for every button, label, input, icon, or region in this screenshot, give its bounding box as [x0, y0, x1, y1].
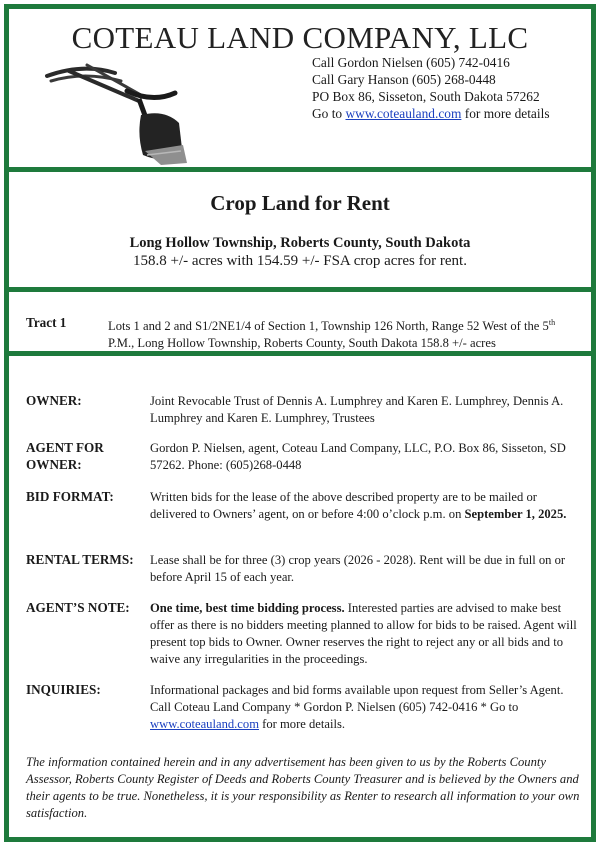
- web-suffix: for more details: [464, 106, 550, 121]
- disclaimer: The information contained herein and in any advertisement has been given to us by the Roberts County Assessor, Roberts County Register of Deeds and Roberts County Treasurer and is believed by the Owners and their agents to be true. Nonetheless, it is your responsibility as Renter to research all information to your own satisfaction.: [26, 755, 580, 820]
- website-link[interactable]: www.coteauland.com: [345, 106, 462, 121]
- rental-terms-label: RENTAL TERMS:: [26, 552, 134, 567]
- page-border: [4, 4, 596, 842]
- contact-block: [312, 54, 550, 122]
- contact-line: Call Gary Hanson (605) 268-0448: [312, 72, 496, 87]
- contact-line: Call Gordon Nielsen (605) 742-0416: [312, 55, 510, 70]
- bid-text-part: Written bids for the lease of the above described property are to be mailed or delivered to Owners’ agent, on or before 4:00 o’clock p.m. on: [150, 490, 537, 521]
- agents-note-text: [150, 600, 582, 668]
- plow-logo: [43, 59, 188, 167]
- note-bold: One time, best time bidding process.: [150, 601, 345, 615]
- inquiries-label: INQUIRIES:: [26, 682, 101, 697]
- company-name: COTEAU LAND COMPANY, LLC: [71, 20, 529, 55]
- divider: [9, 167, 591, 172]
- tract-text-part: P.M., Long Hollow Township, Roberts County, South Dakota 158.8 +/- acres: [108, 336, 496, 351]
- tract-label: Tract 1: [26, 315, 67, 330]
- agent-label-line: OWNER:: [26, 456, 82, 472]
- tract-text-part: Lots 1 and 2 and S1/2NE1/4 of Section 1, Township 126 North, Range 52 West of the 5: [108, 319, 549, 334]
- divider: [9, 287, 591, 292]
- bid-format-label: BID FORMAT:: [26, 489, 114, 504]
- owner-label: OWNER:: [26, 393, 82, 408]
- contact-line: PO Box 86, Sisseton, South Dakota 57262: [312, 89, 540, 104]
- rental-terms-text: Lease shall be for three (3) crop years (2026 - 2028). Rent will be due in full on or before April 15 of each year.: [150, 553, 566, 584]
- tract-description: [108, 314, 584, 352]
- inquiries-website-link[interactable]: www.coteauland.com: [150, 717, 259, 731]
- listing-acres: 158.8 +/- acres with 154.59 +/- FSA crop acres for rent.: [133, 253, 467, 269]
- agent-label-line: AGENT FOR: [26, 440, 104, 455]
- web-prefix: Go to: [312, 106, 343, 121]
- agents-note-label: AGENT’S NOTE:: [26, 600, 130, 615]
- divider: [9, 351, 591, 356]
- agent-label: [26, 440, 104, 473]
- bid-format-text: [150, 489, 582, 523]
- inq-text-part: Informational packages and bid forms available upon request from Seller’s Agent. Call Coteau Land Company * Gordon P. Nielsen (605) 742-0416 * Go to: [150, 683, 564, 714]
- agent-text: Gordon P. Nielsen, agent, Coteau Land Company, LLC, P.O. Box 86, Sisseton, SD 57262. Phone: (605)268-0448: [150, 441, 566, 472]
- inquiries-text: [150, 682, 582, 733]
- header: [9, 9, 591, 167]
- listing-title: Crop Land for Rent: [210, 191, 390, 215]
- owner-text: Joint Revocable Trust of Dennis A. Lumphrey and Karen E. Lumphrey, Dennis A. Lumphrey and Karen E. Lumphrey, Trustees: [150, 394, 564, 425]
- contact-line: [312, 105, 550, 122]
- inq-text-part: for more details.: [259, 717, 346, 731]
- tract-text-sup: th: [548, 318, 556, 327]
- listing-location: Long Hollow Township, Roberts County, South Dakota: [129, 235, 471, 251]
- note-text-part: Interested parties are advised to make best offer as there is no bidders meeting planned to allow for bids to be raised. Agent will present top bids to Owner. Owner reserves the right to reject any or all bids and to waive any irregularities in the proceedings.: [150, 601, 577, 666]
- bid-deadline: September 1, 2025.: [464, 507, 567, 521]
